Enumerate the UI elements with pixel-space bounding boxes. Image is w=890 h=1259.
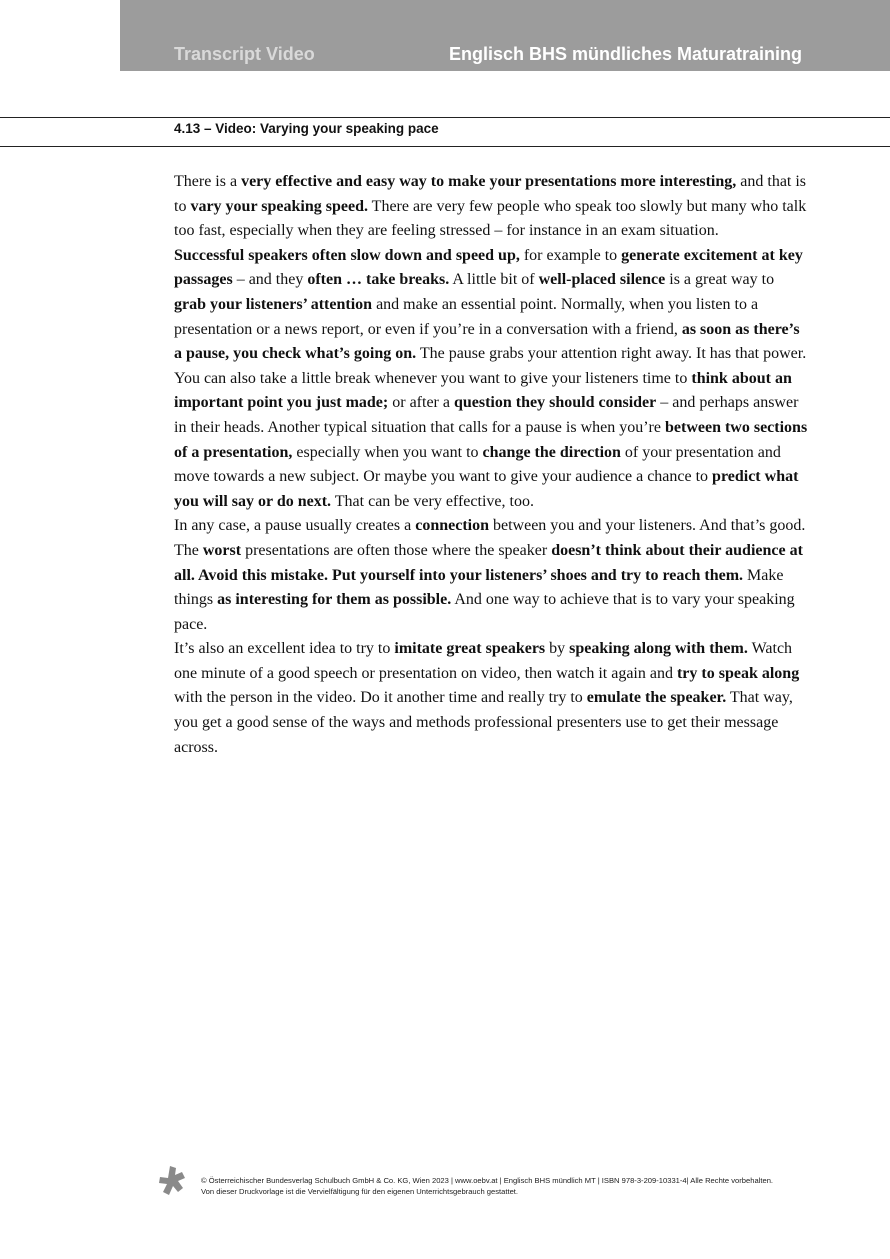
text-run: And one way to achieve that is to vary your speaking pace.	[174, 591, 795, 633]
bold-phrase: speaking along with them.	[569, 640, 748, 658]
bold-phrase: imitate great speakers	[394, 640, 546, 658]
text-run: You can also take a little break whenever you want to give your listeners time to	[174, 369, 692, 387]
header-left-title: Transcript Video	[174, 44, 315, 64]
footer-line-2: Von dieser Druckvorlage ist die Vervielfältigung für den eigenen Unterrichtsgebrauch gestattet.	[201, 1187, 519, 1196]
bold-phrase: change the direction	[482, 443, 621, 461]
bold-phrase: worst	[202, 541, 242, 559]
text-run: of your presentation and move towards a new subject. Or maybe you want to give your audience a chance to	[174, 443, 781, 486]
bold-phrase: question they should consider	[453, 394, 657, 412]
bold-phrase: vary your speaking speed.	[190, 197, 368, 215]
text-run: especially when you want to	[292, 443, 483, 461]
text-run: between you and your listeners. And that’s good. The	[174, 517, 806, 559]
section-rule-top	[0, 117, 890, 118]
bold-phrase: well-placed silence	[538, 271, 666, 289]
text-run: is a great way to	[665, 271, 775, 289]
text-run: Make things	[174, 566, 784, 609]
text-run: by	[545, 640, 570, 658]
text-run: There are very few people who speak too slowly but many who talk too fast, especially when they are feeling stressed – for instance in an exam situation.	[174, 197, 807, 240]
bold-phrase: as interesting for them as possible.	[217, 591, 452, 609]
transcript-paragraph	[174, 244, 810, 367]
bold-phrase: very effective and easy way to make your presentations more interesting,	[241, 173, 737, 190]
bold-phrase: try to speak along	[676, 664, 800, 682]
bold-phrase: predict what you will say or do next.	[174, 468, 799, 510]
text-run: presentations are often those where the speaker	[241, 541, 552, 559]
text-run: In any case, a pause usually creates a	[174, 517, 416, 535]
text-run: There is a	[174, 173, 242, 190]
text-run: for example to	[519, 246, 622, 264]
header-right-title: Englisch BHS mündliches Maturatraining	[449, 44, 803, 64]
bold-phrase: as soon as there’s a pause, you check what’s going on.	[174, 320, 800, 363]
bold-phrase: think about an important point you just made;	[174, 369, 792, 412]
text-run: It’s also an excellent idea to try to	[174, 640, 395, 658]
text-run: A little bit of	[449, 271, 539, 289]
bold-phrase: between two sections of a presentation,	[174, 418, 808, 461]
bold-phrase: doesn’t think about their audience at all. Avoid this mistake. Put yourself into your listeners’ shoes and try to reach them.	[174, 541, 803, 584]
bold-phrase: grab your listeners’ attention	[174, 295, 373, 313]
text-run: – and they	[232, 271, 308, 289]
text-run: – and perhaps answer in their heads. Another typical situation that calls for a pause is when you’re	[174, 394, 799, 436]
bold-phrase: generate excitement at key passages	[174, 246, 803, 289]
bold-phrase: connection	[415, 517, 489, 535]
publisher-logo-icon	[156, 1164, 190, 1198]
footer-line-1: © Österreichischer Bundesverlag Schulbuch GmbH & Co. KG, Wien 2023 | www.oebv.at | Englisch BHS mündlich MT | ISBN 978-3-209-10331-4| Alle Rechte vorbehalten.	[201, 1176, 774, 1185]
text-run: The pause grabs your attention right away. It has that power.	[416, 345, 807, 363]
header-bar	[120, 0, 890, 71]
bold-phrase: emulate the speaker.	[586, 689, 727, 707]
text-run: and that is to	[174, 173, 807, 215]
transcript-paragraph	[174, 367, 810, 515]
transcript-paragraph	[174, 170, 810, 244]
text-run: and make an essential point. Normally, when you listen to a presentation or a news report, or even if you’re in a conversation with a friend,	[174, 295, 759, 338]
text-run: Watch one minute of a good speech or presentation on video, then watch it again and	[174, 640, 793, 682]
section-rule-bottom	[0, 146, 890, 147]
text-run: or after a	[388, 394, 454, 412]
bold-phrase: often … take breaks.	[307, 271, 450, 289]
footer-copyright	[201, 1175, 861, 1197]
text-run: That can be very effective, too.	[331, 492, 534, 510]
transcript-paragraph	[174, 637, 810, 760]
bold-phrase: Successful speakers often slow down and speed up,	[174, 246, 520, 264]
transcript-paragraph	[174, 514, 810, 637]
text-run: That way, you get a good sense of the ways and methods professional presenters use to get their message across.	[174, 689, 793, 756]
transcript-body	[174, 170, 810, 760]
text-run: with the person in the video. Do it another time and really try to	[174, 689, 587, 707]
section-title: 4.13 – Video: Varying your speaking pace	[174, 121, 439, 136]
